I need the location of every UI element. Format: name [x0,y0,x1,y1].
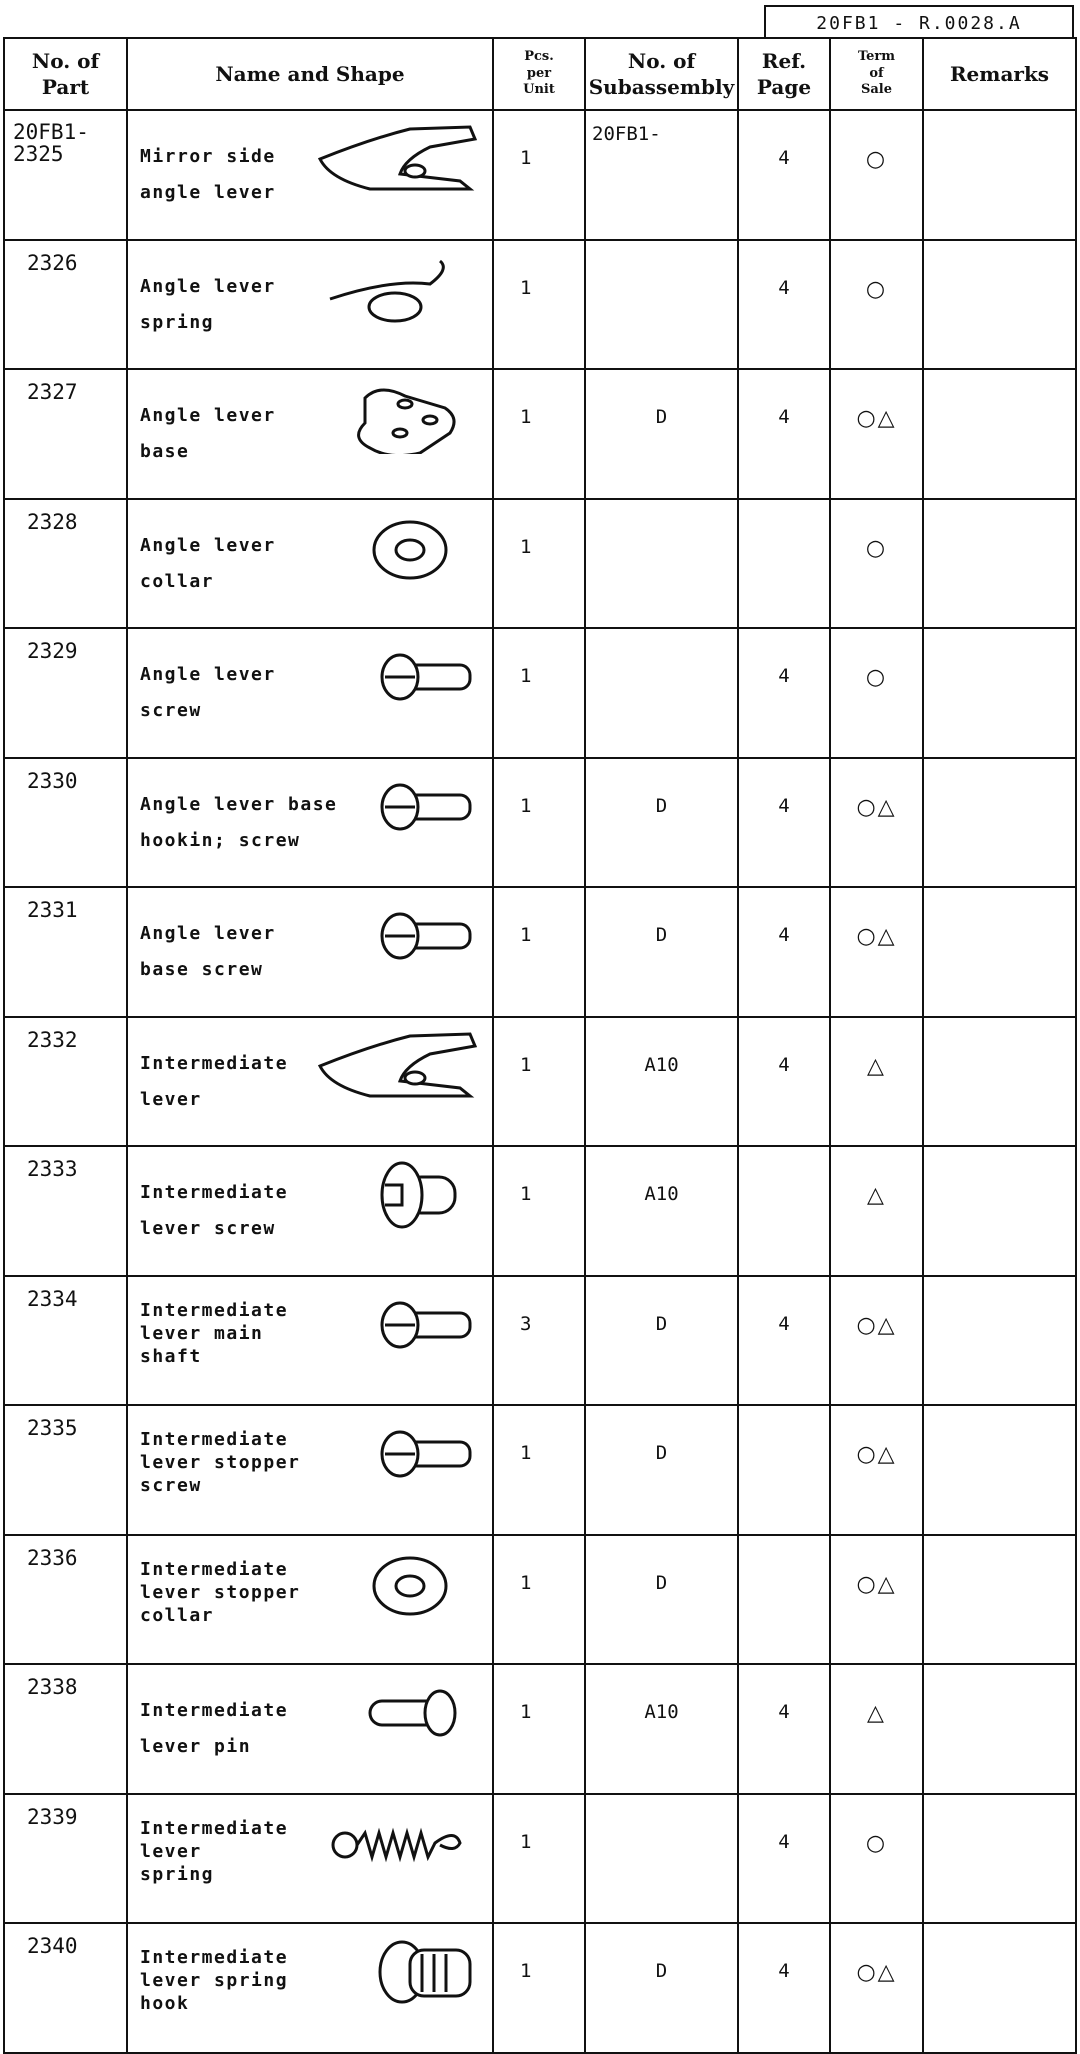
table-row [4,1276,1076,1406]
pcs-per-unit: 1 [493,887,585,1017]
part-number: 2339 [4,1794,127,1924]
ref-page: 4 [738,1664,830,1794]
subassembly: D [585,758,738,888]
remarks [923,1794,1076,1924]
pcs-per-unit: 1 [493,758,585,888]
subassembly: D [585,1405,738,1535]
term-of-sale: ○△ [830,1535,923,1665]
base-plate-icon [310,378,480,454]
part-name: Angle lever collar [140,534,276,592]
table-row [4,758,1076,888]
subassembly: A10 [585,1664,738,1794]
table-row [4,628,1076,758]
name-shape-cell [127,1794,493,1924]
table-row [4,1017,1076,1147]
ref-page [738,499,830,629]
term-of-sale: ○△ [830,1405,923,1535]
document-id: 20FB1 - R.0028.A [764,5,1074,37]
name-shape-cell [127,369,493,499]
name-shape-cell [127,499,493,629]
term-of-sale: ○△ [830,758,923,888]
pcs-per-unit: 1 [493,240,585,370]
remarks [923,240,1076,370]
screw-icon [310,1285,480,1361]
header-pcs-per-unit: Pcs. per Unit [493,38,585,110]
shoulder-screw-icon [310,1155,480,1231]
ref-page [738,1405,830,1535]
remarks [923,1535,1076,1665]
table-row [4,887,1076,1017]
term-of-sale: ○ [830,1794,923,1924]
part-number: 2336 [4,1535,127,1665]
part-name: Angle lever base hookin; screw [140,793,338,851]
pcs-per-unit: 1 [493,1664,585,1794]
table-row [4,369,1076,499]
part-name: Intermediate lever pin [140,1700,289,1757]
term-of-sale: ○△ [830,1923,923,2053]
remarks [923,1664,1076,1794]
name-shape-cell [127,1146,493,1276]
pin-icon [310,1673,480,1749]
ref-page: 4 [738,1017,830,1147]
coil-spring-icon [310,1803,480,1879]
subassembly [585,240,738,370]
part-number: 2328 [4,499,127,629]
name-shape-cell [127,758,493,888]
subassembly: A10 [585,1146,738,1276]
part-number: 2338 [4,1664,127,1794]
parts-table [3,37,1077,2054]
term-of-sale: ○ [830,110,923,240]
subassembly: 20FB1- [585,110,738,240]
subassembly: D [585,1923,738,2053]
name-shape-cell [127,1276,493,1406]
subassembly: A10 [585,1017,738,1147]
header-name-shape: Name and Shape [127,38,493,110]
pcs-per-unit: 1 [493,1794,585,1924]
ref-page: 4 [738,887,830,1017]
part-number: 2340 [4,1923,127,2053]
subassembly: D [585,369,738,499]
remarks [923,628,1076,758]
subassembly [585,499,738,629]
table-row [4,1405,1076,1535]
pcs-per-unit: 1 [493,628,585,758]
remarks [923,1146,1076,1276]
part-name: Intermediate lever stopper screw [140,1429,301,1496]
header-remarks: Remarks [923,38,1076,110]
subassembly [585,1794,738,1924]
lever-icon [310,1026,480,1102]
header-row [4,38,1076,110]
remarks [923,1923,1076,2053]
ref-page [738,1146,830,1276]
remarks [923,1276,1076,1406]
table-row [4,499,1076,629]
name-shape-cell [127,1017,493,1147]
part-name: Intermediate lever spring hook [140,1947,289,2014]
table-row [4,240,1076,370]
part-name: Angle lever base screw [140,923,276,980]
name-shape-cell [127,1535,493,1665]
part-number: 2331 [4,887,127,1017]
pcs-per-unit: 1 [493,1405,585,1535]
table-row [4,1664,1076,1794]
header-term-of-sale: Term of Sale [830,38,923,110]
header-part-no: No. of Part [4,38,127,110]
part-number: 2326 [4,240,127,370]
part-number: 2327 [4,369,127,499]
name-shape-cell [127,1405,493,1535]
spring-hook-icon [310,1932,480,2008]
term-of-sale: △ [830,1664,923,1794]
part-number: 20FB1- 2325 [4,110,127,240]
ref-page [738,1535,830,1665]
part-name: Intermediate lever stopper collar [140,1558,301,1626]
term-of-sale: ○△ [830,887,923,1017]
pcs-per-unit: 1 [493,1923,585,2053]
ref-page: 4 [738,1276,830,1406]
ref-page: 4 [738,110,830,240]
part-number: 2329 [4,628,127,758]
pcs-per-unit: 1 [493,1146,585,1276]
pcs-per-unit: 1 [493,110,585,240]
subassembly: D [585,887,738,1017]
remarks [923,110,1076,240]
part-number: 2330 [4,758,127,888]
pcs-per-unit: 1 [493,499,585,629]
table-row [4,1794,1076,1924]
term-of-sale: ○△ [830,369,923,499]
table-row [4,1146,1076,1276]
name-shape-cell [127,1923,493,2053]
part-name: Angle lever spring [140,275,276,333]
lever-icon [310,119,480,195]
part-number: 2335 [4,1405,127,1535]
name-shape-cell [127,240,493,370]
remarks [923,369,1076,499]
table-row [4,110,1076,240]
screw-icon [310,896,480,972]
ref-page: 4 [738,1794,830,1924]
part-name: Intermediate lever [140,1052,289,1110]
ref-page: 4 [738,240,830,370]
screw-icon [310,637,480,713]
pcs-per-unit: 3 [493,1276,585,1406]
screw-icon [310,767,480,843]
term-of-sale: ○△ [830,1276,923,1406]
subassembly: D [585,1276,738,1406]
part-name: Angle lever base [140,405,276,462]
term-of-sale: △ [830,1017,923,1147]
remarks [923,1017,1076,1147]
subassembly: D [585,1535,738,1665]
screw-icon [310,1414,480,1490]
term-of-sale: ○ [830,628,923,758]
subassembly [585,628,738,758]
part-number: 2332 [4,1017,127,1147]
name-shape-cell [127,110,493,240]
table-row [4,1923,1076,2053]
term-of-sale: ○ [830,240,923,370]
part-name: Intermediate lever screw [140,1182,289,1239]
collar-icon [310,508,480,584]
pcs-per-unit: 1 [493,369,585,499]
header-subassembly: No. of Subassembly [585,38,738,110]
header-ref-page: Ref. Page [738,38,830,110]
table-row [4,1535,1076,1665]
ref-page: 4 [738,628,830,758]
remarks [923,758,1076,888]
part-name: Intermediate lever spring [140,1817,289,1885]
term-of-sale: ○ [830,499,923,629]
pcs-per-unit: 1 [493,1017,585,1147]
ref-page: 4 [738,369,830,499]
remarks [923,1405,1076,1535]
pcs-per-unit: 1 [493,1535,585,1665]
name-shape-cell [127,1664,493,1794]
ref-page: 4 [738,1923,830,2053]
part-name: Angle lever screw [140,664,276,721]
collar-icon [310,1544,480,1620]
spring-icon [310,249,480,325]
name-shape-cell [127,887,493,1017]
name-shape-cell [127,628,493,758]
part-name: Mirror side angle lever [140,146,276,203]
part-name: Intermediate lever main shaft [140,1299,289,1367]
ref-page: 4 [738,758,830,888]
remarks [923,887,1076,1017]
term-of-sale: △ [830,1146,923,1276]
part-number: 2334 [4,1276,127,1406]
remarks [923,499,1076,629]
part-number: 2333 [4,1146,127,1276]
